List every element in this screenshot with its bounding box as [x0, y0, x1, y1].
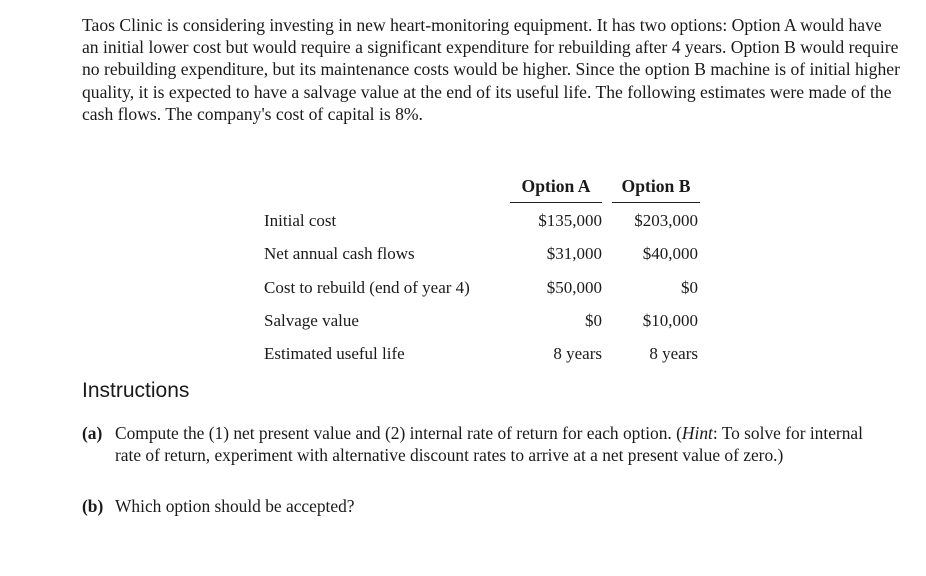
table-row — [264, 306, 704, 336]
option-a-value: $135,000 — [538, 211, 602, 230]
problem-description: Taos Clinic is considering investing in new heart-monitoring equipment. It has two options: Option A would have an initial lower cost but would require a significant expenditure for rebuilding after 4 years. Option B would require no rebuilding expenditure, but its maintenance costs would be higher. Since the option B machine is of initial higher quality, it is expected to have a salvage value at the end of its useful life. The following estimates were made of the cash flows. The company's cost of capital is 8%. — [82, 15, 900, 124]
table-row — [264, 273, 704, 303]
instruction-item-b — [82, 496, 882, 518]
option-a-value: $50,000 — [546, 278, 602, 297]
item-text — [115, 423, 882, 466]
item-text: Which option should be accepted? — [115, 496, 355, 516]
item-label: (b) — [82, 496, 104, 516]
row-label: Salvage value — [264, 311, 359, 330]
table-row — [264, 239, 704, 269]
table-header — [264, 172, 704, 202]
row-label: Net annual cash flows — [264, 244, 415, 263]
option-b-value: 8 years — [649, 344, 698, 363]
option-a-value: $0 — [585, 311, 602, 330]
option-a-value: $31,000 — [546, 244, 602, 263]
row-label: Cost to rebuild (end of year 4) — [264, 278, 470, 297]
instructions-heading: Instructions — [82, 379, 190, 402]
row-label: Estimated useful life — [264, 344, 405, 363]
option-b-value: $40,000 — [642, 244, 698, 263]
header-option-a: Option A — [510, 172, 602, 203]
row-label: Initial cost — [264, 211, 337, 230]
header-option-b: Option B — [612, 172, 700, 203]
item-text-after: : To solve for internal rate of return, experiment with alternative discount rates to arrive at a net present value of zero.) — [115, 423, 863, 465]
instruction-item-a — [82, 423, 882, 466]
option-a-value: 8 years — [553, 344, 602, 363]
item-text-before: Compute the (1) net present value and (2) internal rate of return for each option. ( — [115, 423, 682, 443]
table-row — [264, 206, 704, 236]
option-b-value: $0 — [681, 278, 698, 297]
table-row — [264, 339, 704, 369]
hint-word: Hint — [681, 423, 713, 443]
option-b-value: $10,000 — [642, 311, 698, 330]
item-label: (a) — [82, 423, 103, 443]
option-b-value: $203,000 — [634, 211, 698, 230]
